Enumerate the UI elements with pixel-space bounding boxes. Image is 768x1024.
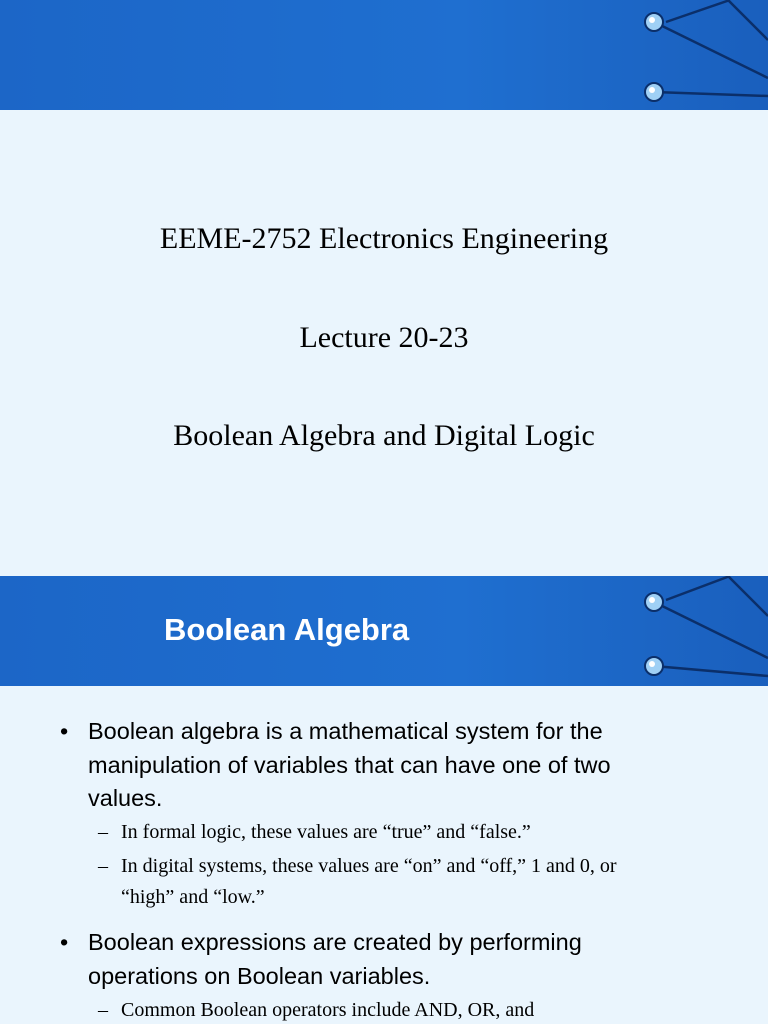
bullet-text: Boolean algebra is a mathematical system for the manipulation of variables that can have one of two values.	[88, 718, 611, 811]
slide-title: Boolean Algebra	[164, 612, 410, 647]
slide-2	[0, 576, 768, 1024]
sub-bullet-text: In formal logic, these values are “true” and “false.”	[121, 821, 531, 843]
bullet-text: Boolean expressions are created by performing operations on Boolean variables.	[88, 929, 582, 989]
slide-1-header-band	[0, 0, 768, 110]
dash-marker: –	[98, 999, 108, 1021]
slide-2-header-band	[0, 576, 768, 686]
bullet-marker: •	[60, 929, 69, 955]
bullet-marker: •	[60, 718, 69, 744]
course-title: EEME-2752 Electronics Engineering	[159, 222, 609, 255]
dash-marker: –	[98, 855, 108, 877]
dash-marker: –	[98, 821, 108, 843]
lecture-number: Lecture 20-23	[299, 321, 469, 354]
sub-bullet-text: Common Boolean operators include AND, OR, and	[121, 999, 535, 1021]
sub-bullet-text: In digital systems, these values are “on” and “off,” 1 and 0, or “high” and “low.”	[121, 855, 617, 908]
lecture-topic: Boolean Algebra and Digital Logic	[173, 419, 595, 452]
